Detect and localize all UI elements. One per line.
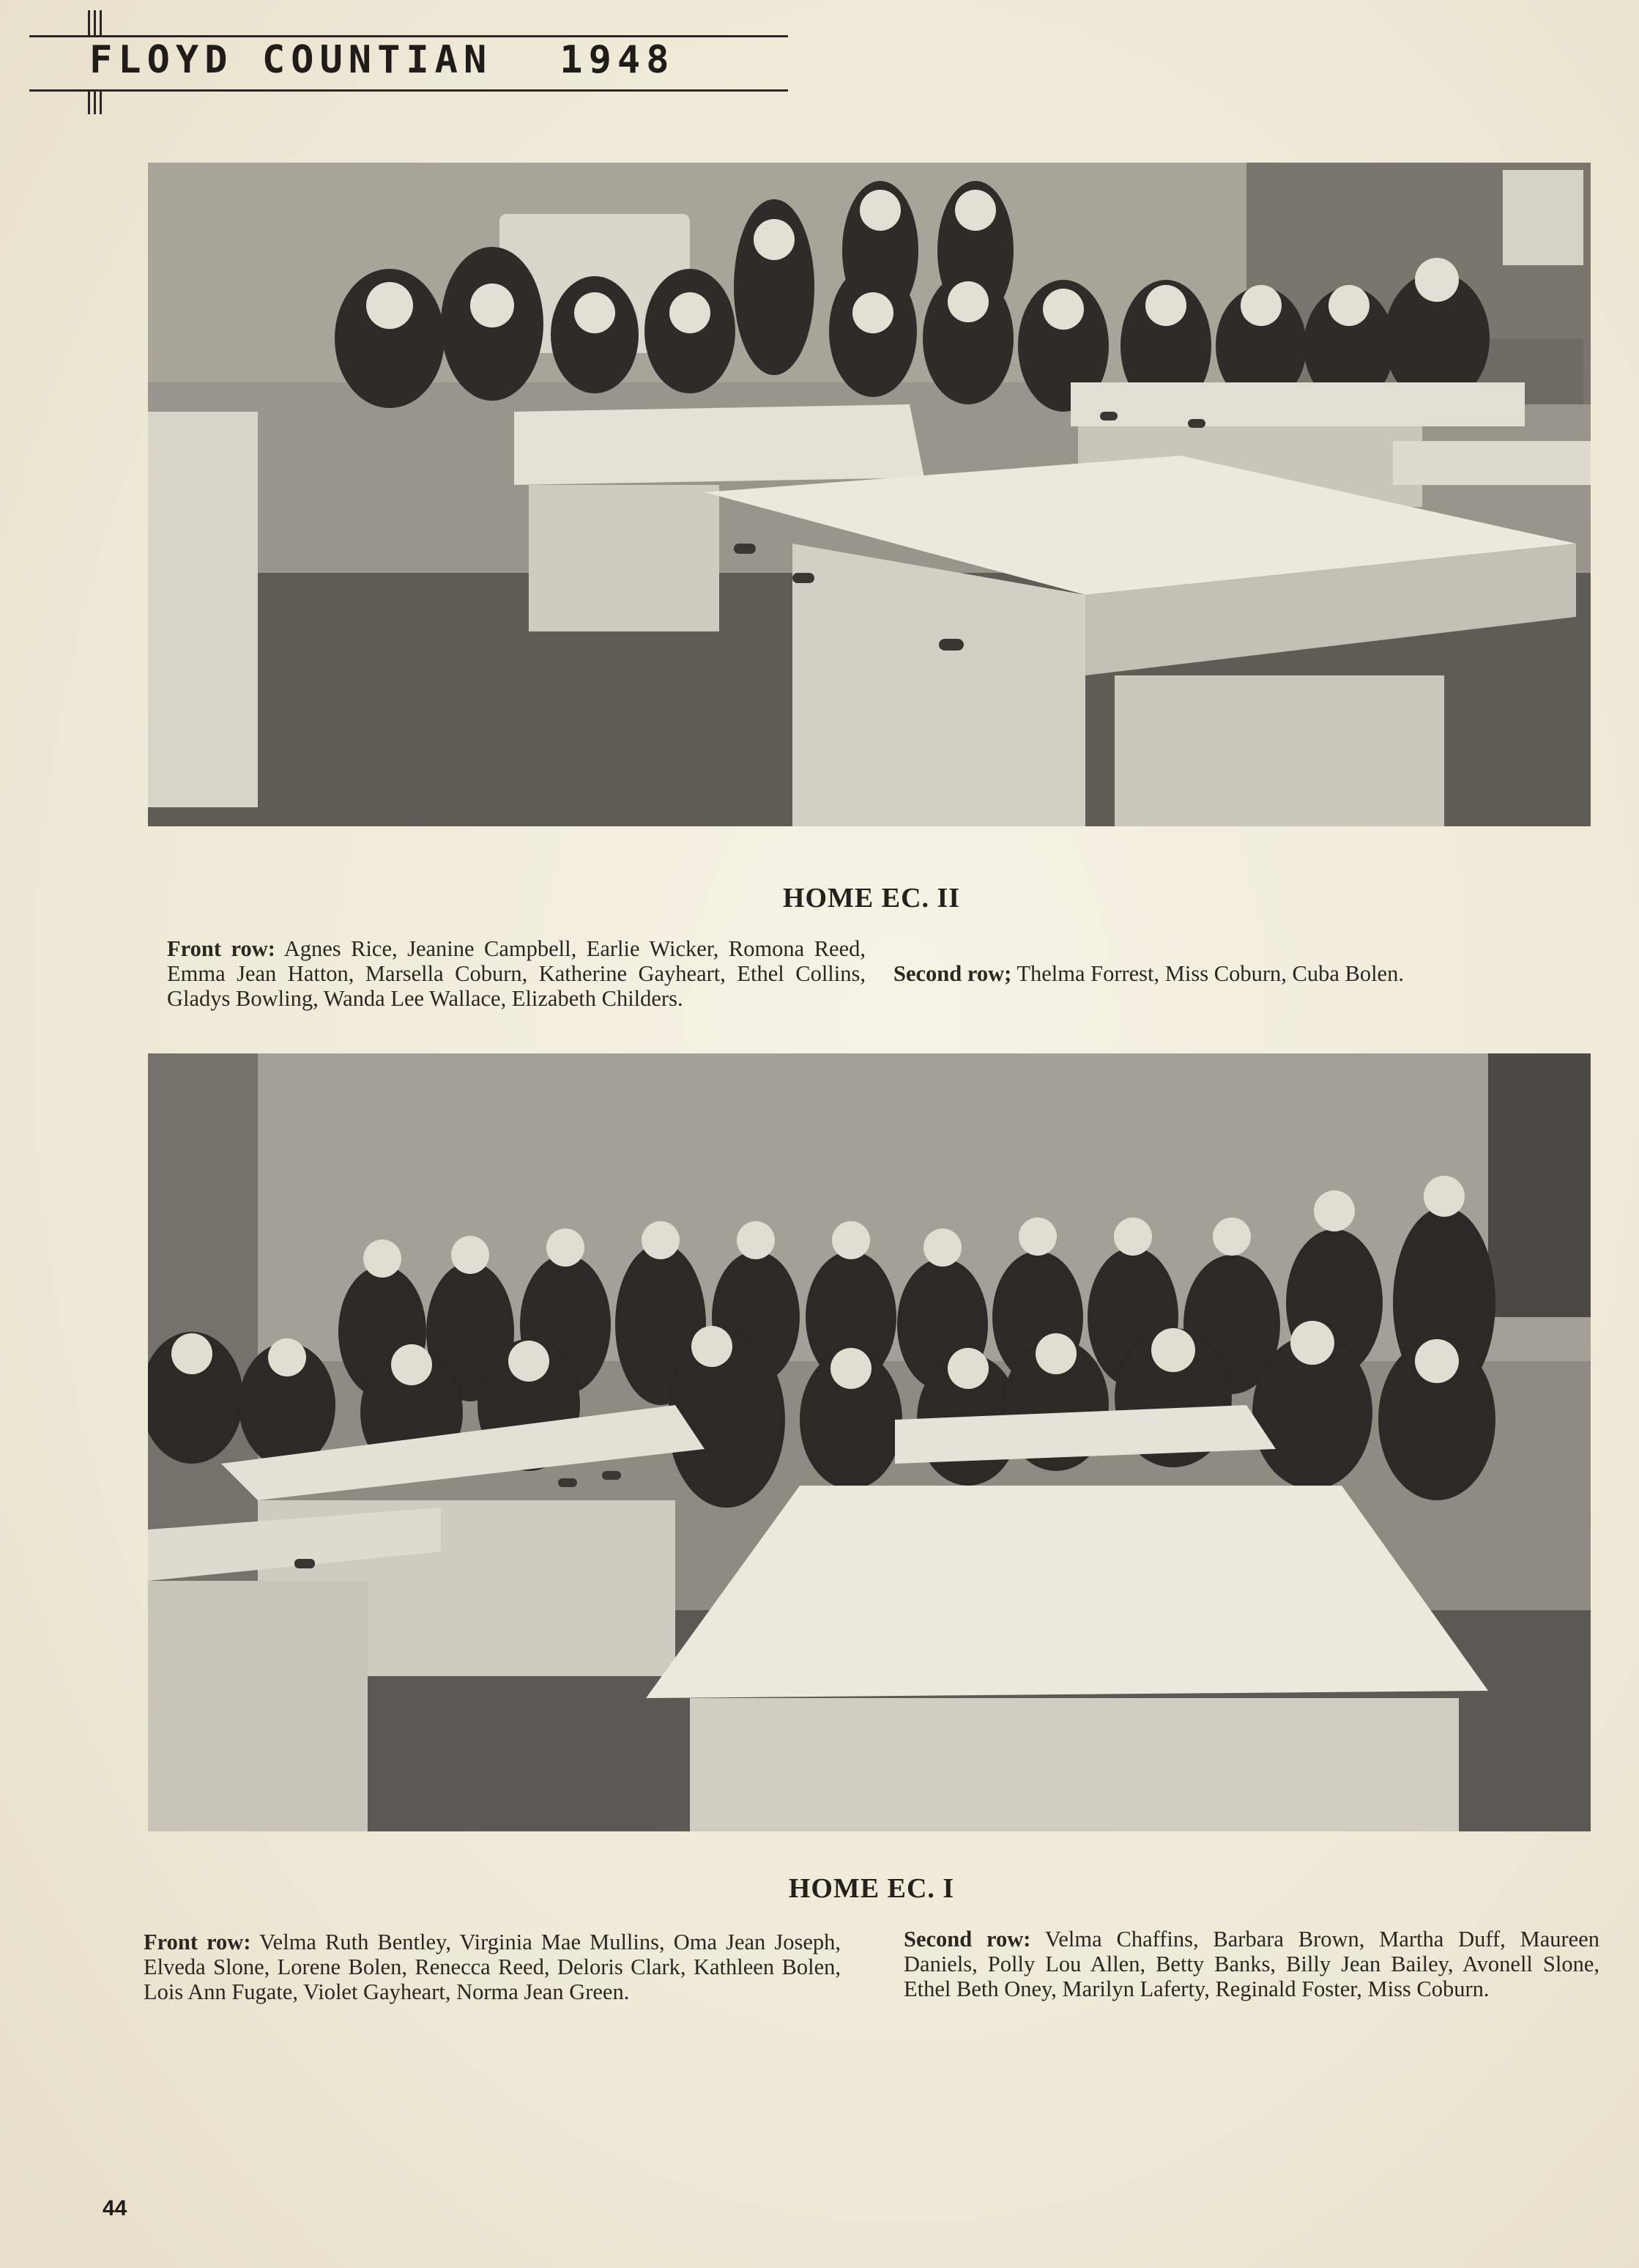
yearbook-year: 1948 <box>560 38 675 82</box>
header-tick <box>88 10 90 35</box>
second-row-names: Thelma Forrest, Miss Coburn, Cuba Bolen. <box>1017 961 1404 986</box>
header-tick <box>88 89 90 114</box>
second-row-names: Velma Chaffins, Barbara Brown, Martha Duff, Maureen Daniels, Polly Lou Allen, Betty Banks, Billy Jean Bailey, Avonell Slone, Ethel Beth Oney, Marilyn Laferty, Reginald Foster, Miss Coburn. <box>904 1927 1600 2001</box>
page-number: 44 <box>103 2196 127 2220</box>
front-row-label: Front row: <box>144 1930 251 1954</box>
home-ec-i-title: HOME EC. I <box>788 1873 955 1904</box>
header-tick <box>94 89 96 114</box>
header-tick <box>100 89 102 114</box>
home-ec-ii-second-row <box>893 961 1589 986</box>
home-ec-i-photo <box>148 1053 1591 1831</box>
header-rule-bottom <box>29 89 788 92</box>
home-ec-ii-front-row <box>167 936 866 1011</box>
header-tick <box>100 10 102 35</box>
yearbook-title: FLOYD COUNTIAN <box>89 38 493 82</box>
front-row-names: Velma Ruth Bentley, Virginia Mae Mullins, Oma Jean Joseph, Elveda Slone, Lorene Bolen, Renecca Reed, Deloris Clark, Kathleen Bolen, Lois Ann Fugate, Violet Gayheart, Norma Jean Green. <box>144 1930 841 2004</box>
page-title <box>89 38 748 82</box>
home-ec-ii-photo <box>148 163 1591 826</box>
front-row-names: Agnes Rice, Jeanine Campbell, Earlie Wicker, Romona Reed, Emma Jean Hatton, Marsella Coburn, Katherine Gayheart, Ethel Collins, Gladys Bowling, Wanda Lee Wallace, Elizabeth Childers. <box>167 936 866 1011</box>
home-ec-ii-title: HOME EC. II <box>782 883 961 914</box>
header-tick <box>94 10 96 35</box>
home-ec-i-front-row <box>144 1930 841 2004</box>
front-row-label: Front row: <box>167 936 275 961</box>
home-ec-i-second-row <box>904 1927 1599 2001</box>
header-rule-top <box>29 35 788 37</box>
second-row-label: Second row: <box>904 1927 1031 1952</box>
second-row-label: Second row; <box>893 961 1012 986</box>
